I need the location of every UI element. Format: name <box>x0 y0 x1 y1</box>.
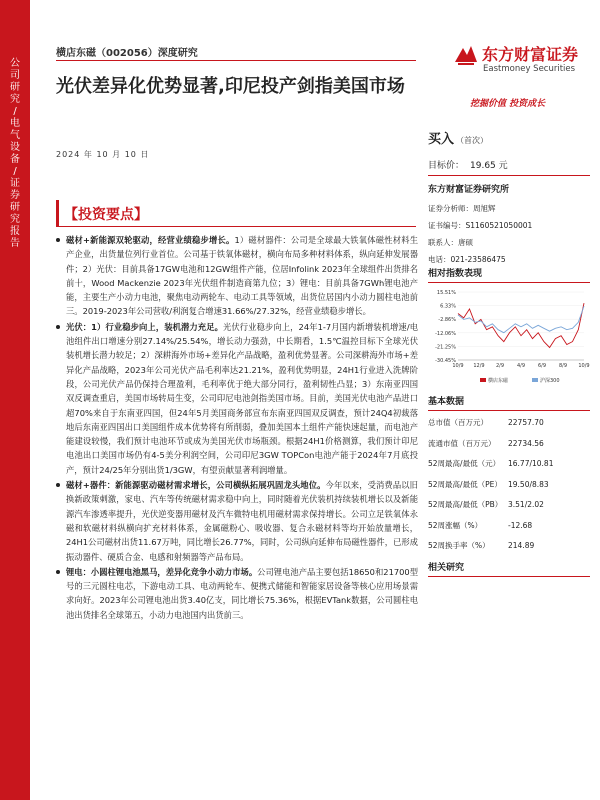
paragraph <box>56 565 418 622</box>
y-tick-label: -30.45% <box>435 358 456 364</box>
section-title: 【投资要点】 <box>64 207 148 223</box>
report-title: 光伏差异化优势显著,印尼投产剑指美国市场 <box>56 76 405 97</box>
slogan: 挖掘价值 投资成长 <box>470 99 546 109</box>
sidebar-char: 研 <box>10 82 20 93</box>
target-price <box>428 158 514 171</box>
x-tick-label: 10/9 <box>452 363 464 369</box>
x-tick-label: 4/9 <box>516 363 526 369</box>
sidebar-char: 报 <box>10 226 20 237</box>
sidebar-char: 气 <box>10 130 20 141</box>
sidebar-char: 证 <box>10 178 20 189</box>
brand-logo <box>452 40 592 80</box>
legend-swatch <box>532 378 538 382</box>
logo-en: Eastmoney Securities <box>483 64 576 74</box>
analyst-cert: 证书编号：S1160521050001 <box>428 221 533 230</box>
target-label: 目标价： <box>428 161 465 171</box>
sidebar-char: 研 <box>10 202 20 213</box>
data-label: 52周换手率（%） <box>428 541 490 550</box>
x-tick-label: 12/9 <box>473 363 485 369</box>
analyst-info <box>428 200 532 268</box>
x-tick-label: 8/9 <box>558 363 568 369</box>
data-value: 22757.70 <box>508 418 544 427</box>
header-divider <box>56 60 416 61</box>
left-sidebar <box>0 0 30 800</box>
legend-label: 沪深300 <box>540 378 560 384</box>
y-tick-label: 15.51% <box>436 290 456 296</box>
data-value: 16.77/10.81 <box>508 459 554 468</box>
bullet-icon <box>56 325 60 329</box>
sidebar-char: 公 <box>10 58 20 69</box>
sidebar-char: 告 <box>10 238 20 249</box>
data-label: 52周涨幅（%） <box>428 520 483 530</box>
paragraph-lead: 锂电：小圆柱锂电池黑马，差异化竞争小动力市场。 <box>66 566 258 577</box>
basic-data-table <box>428 413 590 557</box>
paragraph <box>56 233 418 319</box>
legend-label: 横店东磁 <box>488 378 509 384</box>
related-research-title: 相关研究 <box>428 560 590 577</box>
sidebar-char: 券 <box>10 190 20 201</box>
y-tick-label: -21.25% <box>435 344 456 351</box>
y-tick-label: 6.33% <box>440 303 456 310</box>
section-accent <box>56 200 59 226</box>
paragraph-text: 公司锂电池产品主要包括18650和21700型号的三元圆柱电芯，下游电动工具、电动两轮车、便携式储能和智能家居设备等核心应用场景需求向好。2023年公司锂电池出货3.40亿支，同比增长75.36%，根据EVTank数据，公司圆柱电池出货排名全球第五，小动力电池国内出货前三。 <box>66 566 418 620</box>
report-date: 2024 年 10 月 10 日 <box>56 150 150 159</box>
rating-label: 买入 <box>428 132 455 147</box>
paragraph-text: 光伏行业稳步向上，24年1-7月国内新增装机增速/电池组件出口增速分别27.14%/25.54%，增长动力强劲，中长期看，1.5℃温控目标下全球光伏装机增长潜力较足；2）深耕海外市场+差异化产品战略，盈利优势显著。公司深耕海外市场+差异化产品战略，2023年公司光伏产品毛利率达21.21%，盈利优势明显，24H1行业进入洗牌阶段，公司光伏产品仍保持合理盈利，毛利率优于绝大部分同行，盈利韧性凸显；3）东南亚四国双反调查重启，美国市场转局生变，公司印尼电池剑指美国市场。目前，美国光伏电池产品进口超70%来自于东南亚四国，但24年5月美国商务部宣布东南亚四国双反调查，预计24Q4初裁落地后东南亚四国出口美国组件成本优势将有所削弱，叠加美国本土组件产能快速起量，而电池产能建设较慢，我们预计电池环节或成为美国光伏市场瓶颈。根据24H1价格测算，我们预计印尼电池出口美国市场仍有4-5美分利润空间，公司印尼3GW TOPCon电池产能于2024年7月底投产，预计24/25年分别出货1/3GW，有望贡献显著利润增量。 <box>66 321 419 475</box>
data-label: 52周最高/最低（PE） <box>428 479 502 489</box>
basic-data-title: 基本数据 <box>428 394 590 411</box>
x-tick-label: 6/9 <box>537 363 547 369</box>
x-tick-label: 10/9 <box>578 363 590 369</box>
bullet-icon <box>56 238 60 242</box>
data-value: 3.51/2.02 <box>508 500 544 509</box>
sidebar-char: 电 <box>10 118 20 129</box>
analyst-name: 证券分析师：周旭辉 <box>428 204 496 213</box>
right-divider <box>428 175 590 176</box>
target-value: 19.65 元 <box>470 161 508 171</box>
institute-name: 东方财富证券研究所 <box>428 185 510 195</box>
legend-swatch <box>480 378 486 382</box>
data-row <box>428 536 590 557</box>
sidebar-char: 究 <box>10 214 20 225</box>
report-subheader: 横店东磁（002056）深度研究 <box>56 48 198 59</box>
trend-title: 相对指数表现 <box>428 266 590 283</box>
sidebar-char: 设 <box>10 142 20 153</box>
sidebar-char: 备 <box>10 154 20 165</box>
analyst-contact: 联系人：唐硕 <box>428 238 473 247</box>
analyst-phone: 电话：021-23586475 <box>428 255 506 264</box>
y-tick-label: -2.86% <box>438 317 456 324</box>
bullet-icon <box>56 570 60 574</box>
investment-points-header <box>56 200 416 226</box>
report-body <box>56 233 418 623</box>
data-value: -12.68 <box>508 520 533 530</box>
rating <box>428 128 488 147</box>
logo-mark-icon <box>452 40 480 68</box>
section-divider <box>56 226 416 227</box>
logo-cn: 东方财富证券 <box>482 45 579 64</box>
data-value: 214.89 <box>508 541 535 550</box>
data-label: 52周最高/最低（PB） <box>428 500 503 509</box>
paragraph-lead: 磁材+新能源双轮驱动，经营业绩稳步增长。 <box>66 235 235 245</box>
rating-note: （首次） <box>456 136 489 145</box>
paragraph <box>56 478 418 564</box>
y-tick-label: -12.06% <box>435 330 456 337</box>
data-label: 流通市值（百万元） <box>428 438 496 448</box>
sidebar-label <box>8 58 22 250</box>
paragraph-lead: 磁材+器件：新能源驱动磁材需求增长，公司横纵拓展巩固龙头地位。 <box>66 480 326 491</box>
bullet-icon <box>56 483 60 487</box>
data-label: 52周最高/最低（元） <box>428 459 501 468</box>
data-row <box>428 434 590 455</box>
series-line-0 <box>458 303 584 347</box>
data-row <box>428 475 590 496</box>
sidebar-char: 司 <box>10 70 20 81</box>
x-tick-label: 2/9 <box>495 363 505 369</box>
sidebar-char: 究 <box>10 94 20 105</box>
relative-performance-chart <box>428 288 590 388</box>
data-value: 19.50/8.83 <box>508 479 549 489</box>
sidebar-char: / <box>13 106 17 117</box>
chart-svg <box>428 288 590 388</box>
data-row <box>428 495 590 516</box>
paragraph <box>56 320 418 477</box>
data-row <box>428 413 590 434</box>
data-label: 总市值（百万元） <box>428 418 488 427</box>
sidebar-char: / <box>13 166 17 177</box>
data-value: 22734.56 <box>508 438 544 448</box>
data-row <box>428 454 590 475</box>
paragraph-text: 1）磁材器件：公司是全球最大铁氧体磁性材料生产企业，出货量位列行业首位。公司基于铁氧体磁材，横向布局多种材料体系，纵向延伸发展器件；2）光伏：目前具备17GW电池和12GW组件产能，位居Infolink 2023年全球组件出货排名前十，Wood Mackenzie 2023年光伏组件制造商第九位；3）锂电：目前具备7GWh锂电池产能，主要生产小动力电池，聚焦电动两轮车、电动工具等领域，出货位居国内小动力圆柱电池前三。2019-2023年公司营收/利润复合增速31.66%/27.32%，经营业绩稳步增长。 <box>66 235 418 317</box>
paragraph-lead: 光伏：1）行业稳步向上，装机潜力充足。 <box>66 321 223 332</box>
data-row <box>428 516 590 537</box>
paragraph-text: 今年以来，受消费品以旧换新政策刺激，家电、汽车等传统磁材需求稳中向上，同时随着光伏装机持续装机增长以及新能源汽车渗透率提升，光伏逆变器用磁材及汽车微特电机用磁材需求保持增长。公司立足铁氧体永磁和软磁材料纵横向扩充材料体系，金属磁粉心、吸收器、复合永磁材料等均开始放量增长，24H1公司磁材出货11.67万吨，同比增长26.77%，同时，公司纵向延伸布局磁性器件，已形成振动器件、硬质合金、电感和射频器等产品布局。 <box>66 480 418 562</box>
